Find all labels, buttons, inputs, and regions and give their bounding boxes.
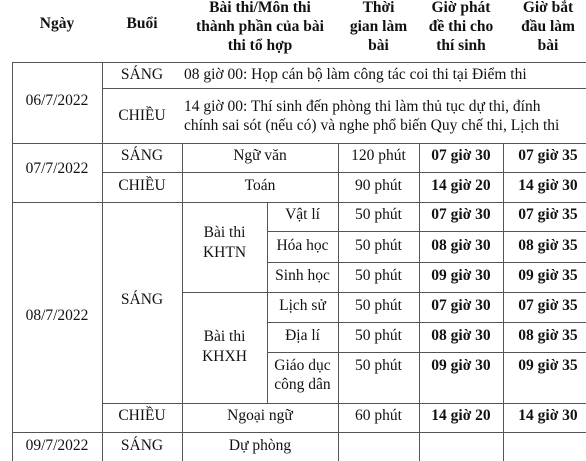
note-checkin-1: 14 giờ 00: Thí sinh đến phòng thi làm thủ tục dự thi, đính [184,98,541,115]
subject-gdcd-2: công dân [274,376,331,393]
header-giophat-1: Giờ phát [431,0,491,16]
header-ngay: Ngày [39,15,75,32]
duration: 90 phút [355,177,402,194]
khtn-label-1: Bài thi [203,224,246,241]
khxh-label-2: KHXH [202,348,247,365]
start-time: 09 giờ 35 [518,357,578,374]
start-time: 07 giờ 35 [518,147,578,164]
duration: 50 phút [355,327,402,344]
duration: 50 phút [355,357,402,374]
header-thoigian-3: bài [368,37,389,54]
start-time: 08 giờ 35 [518,237,578,254]
khxh-label-1: Bài thi [203,328,246,345]
header-giophat-3: thí sinh [436,37,486,54]
session-sang: SÁNG [120,437,164,454]
session-chieu: CHIỀU [118,177,166,194]
khtn-label-2: KHTN [202,244,247,261]
header-buoi: Buổi [126,15,158,32]
subject-ngu-van: Ngữ văn [233,147,287,164]
session-sang: SÁNG [120,291,164,308]
start-time: 07 giờ 35 [518,206,578,223]
header-giobat-1: Giờ bắt [522,0,574,16]
duration: 50 phút [355,297,402,314]
hand-out-time: 08 giờ 30 [431,237,491,254]
hand-out-time: 07 giờ 30 [431,297,491,314]
date-09: 09/7/2022 [25,437,89,454]
hand-out-time: 14 giờ 20 [431,177,491,194]
date-07: 07/7/2022 [25,160,89,177]
duration: 120 phút [351,147,406,164]
subject-lich-su: Lịch sử [279,297,326,314]
note-meeting: 08 giờ 00: Họp cán bộ làm công tác coi thi tại Điểm thi [184,66,527,83]
duration: 50 phút [355,267,402,284]
start-time: 07 giờ 35 [518,297,578,314]
session-sang: SÁNG [120,147,164,164]
subject-du-phong: Dự phòng [228,437,292,454]
header-giobat-3: bài [537,37,559,54]
hand-out-time: 14 giờ 20 [431,407,491,424]
session-chieu: CHIỀU [118,107,166,124]
hand-out-time: 08 giờ 30 [431,327,491,344]
header-thoigian-1: Thời [362,0,395,16]
date-08: 08/7/2022 [25,307,89,324]
date-06: 06/7/2022 [25,92,89,109]
subject-vat-li: Vật lí [285,206,320,223]
header-thoigian-2: gian làm [349,18,408,35]
subject-sinh-hoc: Sinh học [275,267,330,284]
start-time: 09 giờ 35 [518,267,578,284]
subject-dia-li: Địa lí [285,327,320,344]
header-baithi-1: Bài thi/Môn thi [209,0,311,16]
duration: 50 phút [355,206,402,223]
subject-ngoai-ngu: Ngoại ngữ [227,407,293,424]
hand-out-time: 09 giờ 30 [431,357,491,374]
subject-toan: Toán [244,177,276,194]
header-baithi-3: thi tổ hợp [227,37,293,54]
start-time: 08 giờ 35 [518,327,578,344]
subject-hoa-hoc: Hóa học [276,237,329,254]
start-time: 14 giờ 30 [518,407,578,424]
header-baithi-2: thành phần của bài [196,18,324,35]
hand-out-time: 09 giờ 30 [431,267,491,284]
subject-gdcd-1: Giáo dục [274,357,331,374]
hand-out-time: 07 giờ 30 [431,206,491,223]
header-giophat-2: đề thi cho [428,18,494,35]
hand-out-time: 07 giờ 30 [431,147,491,164]
note-checkin-2: chính sai sót (nếu có) và nghe phổ biến Quy chế thi, Lịch thi [184,117,560,134]
duration: 60 phút [355,407,402,424]
header-giobat-2: đầu làm [521,18,575,35]
session-sang: SÁNG [120,66,164,83]
start-time: 14 giờ 30 [518,177,578,194]
duration: 50 phút [355,237,402,254]
session-chieu: CHIỀU [118,407,166,424]
